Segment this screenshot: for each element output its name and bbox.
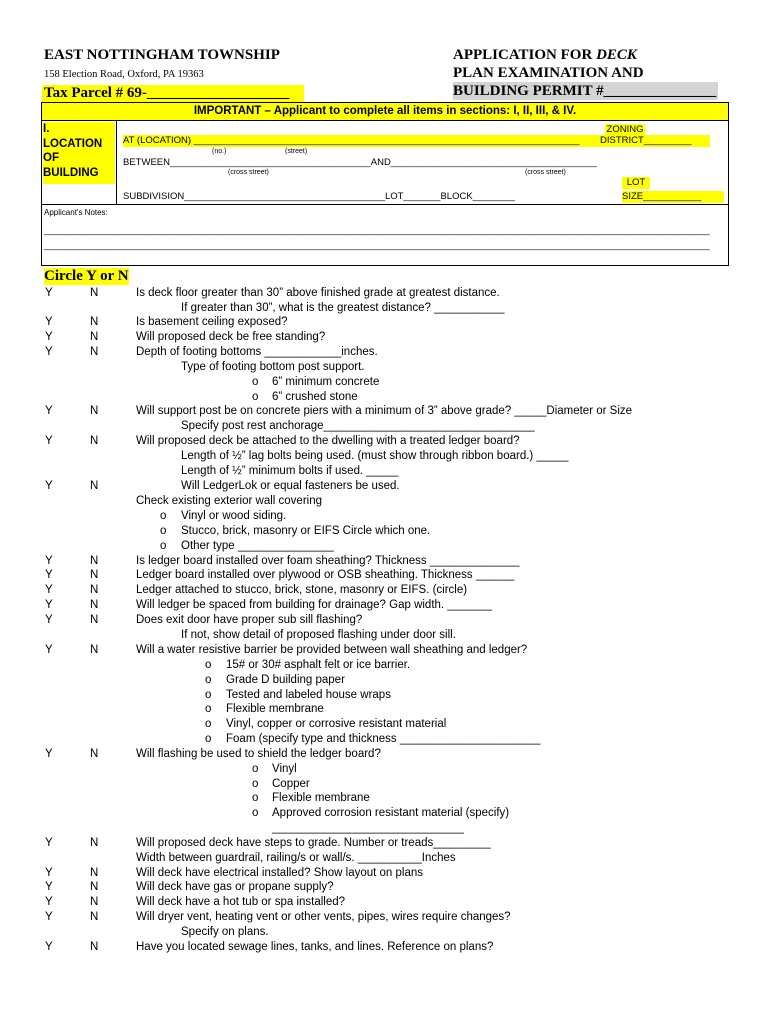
at-location-field[interactable]: AT (LOCATION) _________________________________________________________________________ bbox=[123, 135, 603, 147]
no-option[interactable]: N bbox=[90, 405, 99, 417]
bullet: o bbox=[252, 391, 259, 403]
question-bolt-length: Length of ½” minimum bolts if used. _____ bbox=[181, 465, 399, 477]
specify-line[interactable]: ______________________________ bbox=[272, 822, 464, 834]
section-i-number: I. bbox=[43, 123, 50, 135]
option-foam: Foam (specify type and thickness ______________________ bbox=[226, 733, 541, 745]
applicants-notes-label: Applicant's Notes: bbox=[44, 208, 108, 217]
yes-option[interactable]: Y bbox=[45, 331, 53, 343]
no-option[interactable]: N bbox=[90, 867, 99, 879]
application-title bbox=[453, 47, 637, 64]
question-sub-sill-flashing: Does exit door have proper sub sill flashing? bbox=[136, 614, 363, 626]
question-ledger-stucco: Ledger attached to stucco, brick, stone, masonry or EIFS. (circle) bbox=[136, 584, 468, 596]
cross-street-caption-1: (cross street) bbox=[228, 169, 269, 176]
no-option[interactable]: N bbox=[90, 644, 99, 656]
yes-option[interactable]: Y bbox=[45, 837, 53, 849]
important-banner bbox=[42, 103, 728, 120]
question-door-sill-detail: If not, show detail of proposed flashing under door sill. bbox=[181, 629, 456, 641]
question-footing-depth: Depth of footing bottoms ____________inches. bbox=[136, 346, 378, 358]
question-ledger-attached: Will proposed deck be attached to the dwelling with a treated ledger board? bbox=[136, 435, 520, 447]
section-divider-bottom bbox=[41, 204, 729, 205]
yes-option[interactable]: Y bbox=[45, 614, 53, 626]
yes-option[interactable]: Y bbox=[45, 405, 53, 417]
question-plywood-osb: Ledger board installed over plywood or OSB sheathing. Thickness ______ bbox=[136, 569, 515, 581]
section-label-divider bbox=[116, 120, 117, 204]
no-option[interactable]: N bbox=[90, 316, 99, 328]
question-sewage-lines: Have you located sewage lines, tanks, and lines. Reference on plans? bbox=[136, 941, 494, 953]
option-6in-concrete: 6” minimum concrete bbox=[272, 376, 380, 388]
lot-size-label-lot: LOT bbox=[622, 177, 650, 189]
option-vinyl-copper: Vinyl, copper or corrosive resistant material bbox=[226, 718, 447, 730]
question-greatest-distance: If greater than 30”, what is the greatest distance? ___________ bbox=[181, 302, 505, 314]
bullet: o bbox=[252, 376, 259, 388]
option-flexible-membrane-2: Flexible membrane bbox=[272, 792, 370, 804]
section-i-word-location: LOCATION bbox=[43, 137, 103, 150]
bullet: o bbox=[205, 718, 212, 730]
bullet: o bbox=[205, 689, 212, 701]
question-flashing-ledger: Will flashing be used to shield the ledger board? bbox=[136, 748, 381, 760]
option-asphalt-felt: 15# or 30# asphalt felt or ice barrier. bbox=[226, 659, 411, 671]
application-title-prefix: APPLICATION FOR bbox=[453, 47, 597, 63]
bullet: o bbox=[252, 807, 259, 819]
option-approved-corrosion: Approved corrosion resistant material (specify) bbox=[272, 807, 510, 819]
option-flexible-membrane: Flexible membrane bbox=[226, 703, 324, 715]
no-option[interactable]: N bbox=[90, 896, 99, 908]
important-text: IMPORTANT – Applicant to complete all items in sections: I, II, III, & IV. bbox=[193, 105, 577, 117]
yes-option[interactable]: Y bbox=[45, 644, 53, 656]
question-deck-height: Is deck floor greater than 30” above finished grade at greatest distance. bbox=[136, 287, 500, 299]
no-option[interactable]: N bbox=[90, 569, 99, 581]
no-option[interactable]: N bbox=[90, 881, 99, 893]
option-copper: Copper bbox=[272, 778, 310, 790]
cross-street-caption-2: (cross street) bbox=[525, 169, 566, 176]
no-option[interactable]: N bbox=[90, 748, 99, 760]
no-option[interactable]: N bbox=[90, 911, 99, 923]
option-other-type: Other type _______________ bbox=[181, 540, 334, 552]
question-free-standing: Will proposed deck be free standing? bbox=[136, 331, 326, 343]
bullet: o bbox=[205, 659, 212, 671]
yes-option[interactable]: Y bbox=[45, 748, 53, 760]
yes-option[interactable]: Y bbox=[45, 346, 53, 358]
no-option[interactable]: N bbox=[90, 480, 99, 492]
question-specify-on-plans: Specify on plans. bbox=[181, 926, 269, 938]
yes-option[interactable]: Y bbox=[45, 480, 53, 492]
no-option[interactable]: N bbox=[90, 837, 99, 849]
bullet: o bbox=[205, 733, 212, 745]
no-option[interactable]: N bbox=[90, 346, 99, 358]
question-lag-bolt-length: Length of ½” lag bolts being used. (must show through ribbon board.) _____ bbox=[181, 450, 569, 462]
no-option[interactable]: N bbox=[90, 555, 99, 567]
question-hot-tub: Will deck have a hot tub or spa installed? bbox=[136, 896, 346, 908]
question-foam-sheathing: Is ledger board installed over foam sheathing? Thickness ______________ bbox=[136, 555, 520, 567]
yes-option[interactable]: Y bbox=[45, 584, 53, 596]
no-option[interactable]: N bbox=[90, 287, 99, 299]
section-divider-top bbox=[41, 120, 729, 121]
bullet: o bbox=[252, 778, 259, 790]
building-permit-field[interactable]: BUILDING PERMIT #_______________ bbox=[453, 83, 717, 99]
application-subtitle: PLAN EXAMINATION AND bbox=[453, 65, 644, 81]
yes-option[interactable]: Y bbox=[45, 896, 53, 908]
township-name: EAST NOTTINGHAM TOWNSHIP bbox=[44, 47, 280, 63]
no-option[interactable]: N bbox=[90, 599, 99, 611]
yes-option[interactable]: Y bbox=[45, 941, 53, 953]
tax-parcel-field[interactable]: Tax Parcel # 69-___________________ bbox=[42, 85, 304, 102]
yes-option[interactable]: Y bbox=[45, 599, 53, 611]
question-concrete-piers: Will support post be on concrete piers with a minimum of 3” above grade? _____Diameter or Size bbox=[136, 405, 633, 417]
bullet: o bbox=[160, 540, 167, 552]
question-ledgerlok: Will LedgerLok or equal fasteners be used. bbox=[181, 480, 400, 492]
section-i-word-of: OF bbox=[43, 152, 59, 164]
notes-line-2[interactable]: ______________________________________________________________________________________________________________________________ bbox=[44, 240, 710, 251]
question-ledger-gap: Will ledger be spaced from building for drainage? Gap width. _______ bbox=[136, 599, 493, 611]
section-i-word-building: BUILDING bbox=[43, 166, 99, 179]
no-option[interactable]: N bbox=[90, 614, 99, 626]
bullet: o bbox=[252, 763, 259, 775]
bullet: o bbox=[205, 674, 212, 686]
no-option[interactable]: N bbox=[90, 941, 99, 953]
option-stucco-brick: Stucco, brick, masonry or EIFS Circle which one. bbox=[181, 525, 431, 537]
option-6in-crushed-stone: 6” crushed stone bbox=[272, 391, 358, 403]
question-post-anchorage: Specify post rest anchorage_________________________________ bbox=[181, 420, 535, 432]
yes-option[interactable]: Y bbox=[45, 881, 53, 893]
yes-option[interactable]: Y bbox=[45, 287, 53, 299]
yes-option[interactable]: Y bbox=[45, 316, 53, 328]
between-field[interactable]: BETWEEN______________________________________AND_______________________________________ bbox=[123, 157, 597, 168]
question-wall-covering: Check existing exterior wall covering bbox=[136, 495, 322, 507]
no-option[interactable]: N bbox=[90, 584, 99, 596]
question-gas-propane: Will deck have gas or propane supply? bbox=[136, 881, 334, 893]
question-steps-to-grade: Will proposed deck have steps to grade. Number or treads_________ bbox=[136, 837, 491, 849]
application-title-deck: DECK bbox=[596, 47, 637, 63]
zoning-district-field[interactable]: DISTRICT_________ bbox=[600, 135, 710, 147]
yes-option[interactable]: Y bbox=[45, 569, 53, 581]
option-grade-d-paper: Grade D building paper bbox=[226, 674, 345, 686]
bullet: o bbox=[205, 703, 212, 715]
lot-size-field[interactable]: SIZE___________ bbox=[622, 191, 724, 203]
bullet: o bbox=[160, 525, 167, 537]
township-address: 158 Election Road, Oxford, PA 19363 bbox=[44, 69, 204, 80]
bullet: o bbox=[252, 792, 259, 804]
section-i-label bbox=[43, 122, 115, 184]
yes-option[interactable]: Y bbox=[45, 911, 53, 923]
circle-y-or-n-heading: Circle Y or N bbox=[44, 268, 129, 284]
question-guardrail-width: Width between guardrail, railing/s or wall/s. __________Inches bbox=[136, 852, 456, 864]
zoning-label: ZONING bbox=[606, 124, 644, 135]
subdivision-lot-block-field[interactable]: SUBDIVISION______________________________________LOT_______BLOCK________ bbox=[123, 191, 515, 202]
option-vinyl-wood: Vinyl or wood siding. bbox=[181, 510, 287, 522]
yes-option[interactable]: Y bbox=[45, 867, 53, 879]
yes-option[interactable]: Y bbox=[45, 435, 53, 447]
bullet: o bbox=[160, 510, 167, 522]
option-vinyl: Vinyl bbox=[272, 763, 297, 775]
option-house-wraps: Tested and labeled house wraps bbox=[226, 689, 391, 701]
no-caption: (no.) bbox=[212, 148, 227, 155]
notes-line-1[interactable]: ______________________________________________________________________________________________________________________________ bbox=[44, 225, 710, 236]
question-vents-pipes: Will dryer vent, heating vent or other vents, pipes, wires require changes? bbox=[136, 911, 511, 923]
no-option[interactable]: N bbox=[90, 435, 99, 447]
yes-option[interactable]: Y bbox=[45, 555, 53, 567]
question-footing-type: Type of footing bottom post support. bbox=[181, 361, 365, 373]
no-option[interactable]: N bbox=[90, 331, 99, 343]
question-water-resistive-barrier: Will a water resistive barrier be provided between wall sheathing and ledger? bbox=[136, 644, 528, 656]
question-electrical: Will deck have electrical installed? Show layout on plans bbox=[136, 867, 424, 879]
street-caption: (street) bbox=[285, 148, 308, 155]
question-basement-ceiling: Is basement ceiling exposed? bbox=[136, 316, 288, 328]
